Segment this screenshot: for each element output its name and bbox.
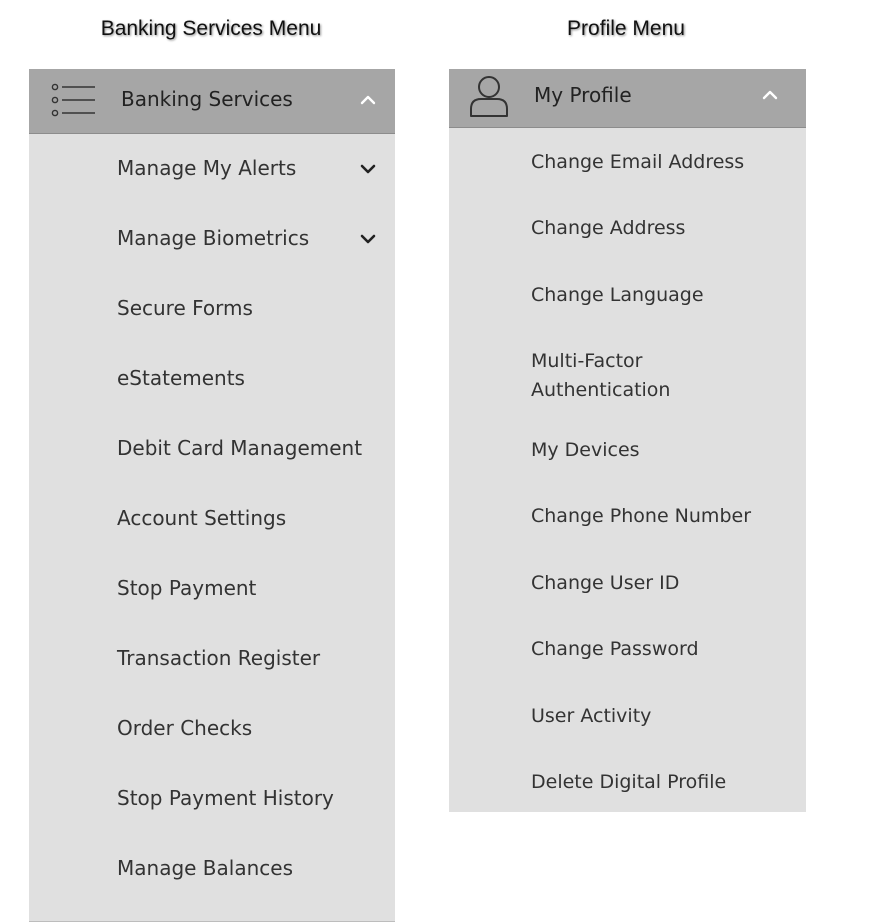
menu-item-label: Manage Biometrics (117, 226, 310, 250)
chevron-up-icon[interactable] (761, 89, 779, 101)
menu-item-label: Manage Balances (117, 856, 293, 880)
menu-item-account-settings[interactable] (29, 484, 395, 554)
chevron-down-icon[interactable] (359, 233, 377, 245)
menu-item-multi-factor-authentication[interactable] (449, 347, 806, 435)
menu-item-label: Order Checks (117, 716, 253, 740)
menu-item-label: Stop Payment (117, 576, 257, 600)
menu-item-label: Change User ID (531, 572, 680, 594)
menu-item-label: Change Address (531, 217, 686, 239)
menu-item-delete-digital-profile[interactable] (449, 768, 806, 812)
menu-item-label: Delete Digital Profile (531, 771, 727, 793)
menu-item-stop-payment[interactable] (29, 554, 395, 624)
menu-item-label: Change Language (531, 284, 704, 306)
menu-item-debit-card-management[interactable] (29, 414, 395, 484)
banking-services-header[interactable] (29, 69, 395, 134)
menu-item-label: eStatements (117, 366, 245, 390)
menu-item-label: Secure Forms (117, 296, 253, 320)
profile-menu-caption: Profile Menu (567, 17, 685, 40)
menu-item-label: Transaction Register (117, 646, 321, 670)
menu-item-label: User Activity (531, 705, 652, 727)
menu-item-change-password[interactable] (449, 635, 806, 701)
banking-services-menu (29, 69, 395, 922)
chevron-up-icon[interactable] (359, 94, 377, 106)
menu-item-label: Change Password (531, 638, 699, 660)
banking-services-title: Banking Services (121, 87, 293, 111)
menu-item-manage-biometrics[interactable] (29, 204, 395, 274)
menu-item-label: Change Phone Number (531, 505, 752, 527)
menu-item-label: Multi-Factor Authentication (531, 350, 671, 401)
menu-item-change-email-address[interactable] (449, 148, 806, 214)
user-icon (468, 73, 510, 119)
banking-menu-caption: Banking Services Menu (100, 17, 322, 40)
menu-item-change-user-id[interactable] (449, 569, 806, 635)
menu-item-my-devices[interactable] (449, 436, 806, 502)
menu-item-estatements[interactable] (29, 344, 395, 414)
profile-menu (449, 69, 806, 812)
my-profile-header[interactable] (449, 69, 806, 128)
menu-item-transaction-register[interactable] (29, 624, 395, 694)
menu-item-user-activity[interactable] (449, 702, 806, 768)
chevron-down-icon[interactable] (359, 163, 377, 175)
menu-item-label: Stop Payment History (117, 786, 334, 810)
menu-item-change-address[interactable] (449, 214, 806, 280)
my-profile-title: My Profile (534, 83, 632, 107)
menu-item-secure-forms[interactable] (29, 274, 395, 344)
menu-item-change-phone-number[interactable] (449, 502, 806, 568)
menu-item-label: Change Email Address (531, 151, 745, 173)
menu-list-icon (51, 83, 97, 117)
menu-item-manage-balances[interactable] (29, 834, 395, 904)
menu-item-label: Account Settings (117, 506, 287, 530)
menu-item-stop-payment-history[interactable] (29, 764, 395, 834)
menu-item-manage-my-alerts[interactable] (29, 134, 395, 204)
menu-item-label: Manage My Alerts (117, 156, 297, 180)
menu-item-label: Debit Card Management (117, 436, 363, 460)
menu-item-change-language[interactable] (449, 281, 806, 347)
menu-item-label: My Devices (531, 439, 640, 461)
menu-item-order-checks[interactable] (29, 694, 395, 764)
